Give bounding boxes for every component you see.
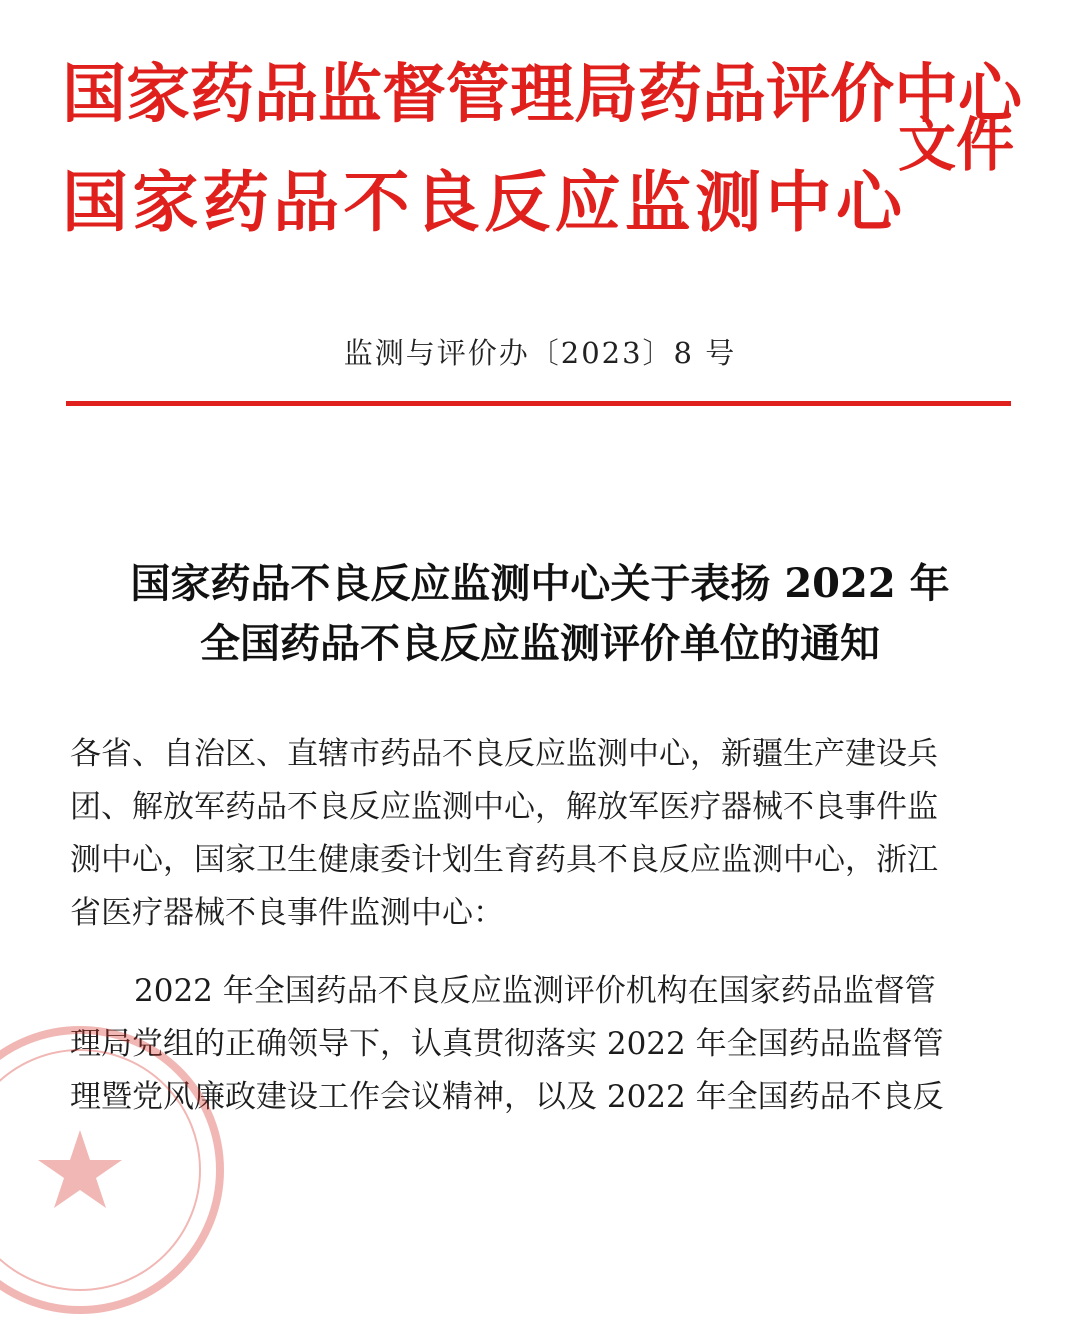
- issuer-char: 家: [126, 58, 190, 132]
- issuer-char: 理: [510, 58, 574, 132]
- issuer-char: 品: [702, 58, 766, 132]
- paragraph-line: 2022 年全国药品不良反应监测评价机构在国家药品监督管: [134, 973, 936, 1009]
- issuer-char: 品: [273, 164, 340, 241]
- recipients-line: 团、解放军药品不良反应监测中心，解放军医疗器械不良事件监: [70, 789, 938, 825]
- issuer-char: 监: [318, 58, 382, 132]
- issuer-char: 价: [830, 58, 894, 132]
- issuer-char: 监: [624, 164, 691, 241]
- recipients-line: 各省、自治区、直辖市药品不良反应监测中心，新疆生产建设兵: [70, 736, 938, 772]
- paragraph-line: 理局党组的正确领导下，认真贯彻落实 2022 年全国药品监督管: [70, 1026, 944, 1062]
- issuer-char: 品: [254, 58, 318, 132]
- issuer-char: 管: [446, 58, 510, 132]
- issuer-char: 心: [958, 58, 1022, 132]
- issuer-char: 良: [413, 164, 480, 241]
- issuer-char: 中: [894, 58, 958, 132]
- issuer-char: 药: [190, 58, 254, 132]
- issuer-char: 应: [554, 164, 621, 241]
- issuer-char: 国: [62, 58, 126, 132]
- recipients-line: 测中心，国家卫生健康委计划生育药具不良反应监测中心，浙江: [70, 842, 938, 878]
- recipients-block: [70, 728, 1010, 940]
- issuer-char: 督: [382, 58, 446, 132]
- issuer-char: 局: [574, 58, 638, 132]
- red-divider-line: [66, 401, 1011, 406]
- document-title-line-1: 国家药品不良反应监测中心关于表扬 2022 年: [130, 560, 950, 607]
- issuer-suffix: 文件: [898, 111, 1015, 179]
- issuer-char: 国: [62, 164, 128, 241]
- issuer-line-2: [62, 163, 902, 243]
- issuer-char: 不: [343, 164, 410, 241]
- issuer-char: 药: [202, 164, 269, 241]
- body-paragraph: [70, 965, 1010, 1124]
- issuer-char: 反: [484, 164, 551, 241]
- issuer-char: 测: [695, 164, 762, 241]
- issuer-char: 中: [765, 164, 832, 241]
- paragraph-line: 理暨党风廉政建设工作会议精神，以及 2022 年全国药品不良反: [70, 1079, 944, 1115]
- document-title-line-2: 全国药品不良反应监测评价单位的通知: [200, 620, 880, 667]
- recipients-line: 省医疗器械不良事件监测中心：: [70, 895, 504, 931]
- issuer-char: 心: [835, 164, 902, 241]
- document-number: 监测与评价办〔2023〕8 号: [343, 336, 737, 370]
- issuer-char: 药: [638, 58, 702, 132]
- issuer-char: 家: [132, 164, 199, 241]
- issuer-line-1: [62, 55, 1022, 135]
- issuer-char: 评: [766, 58, 830, 132]
